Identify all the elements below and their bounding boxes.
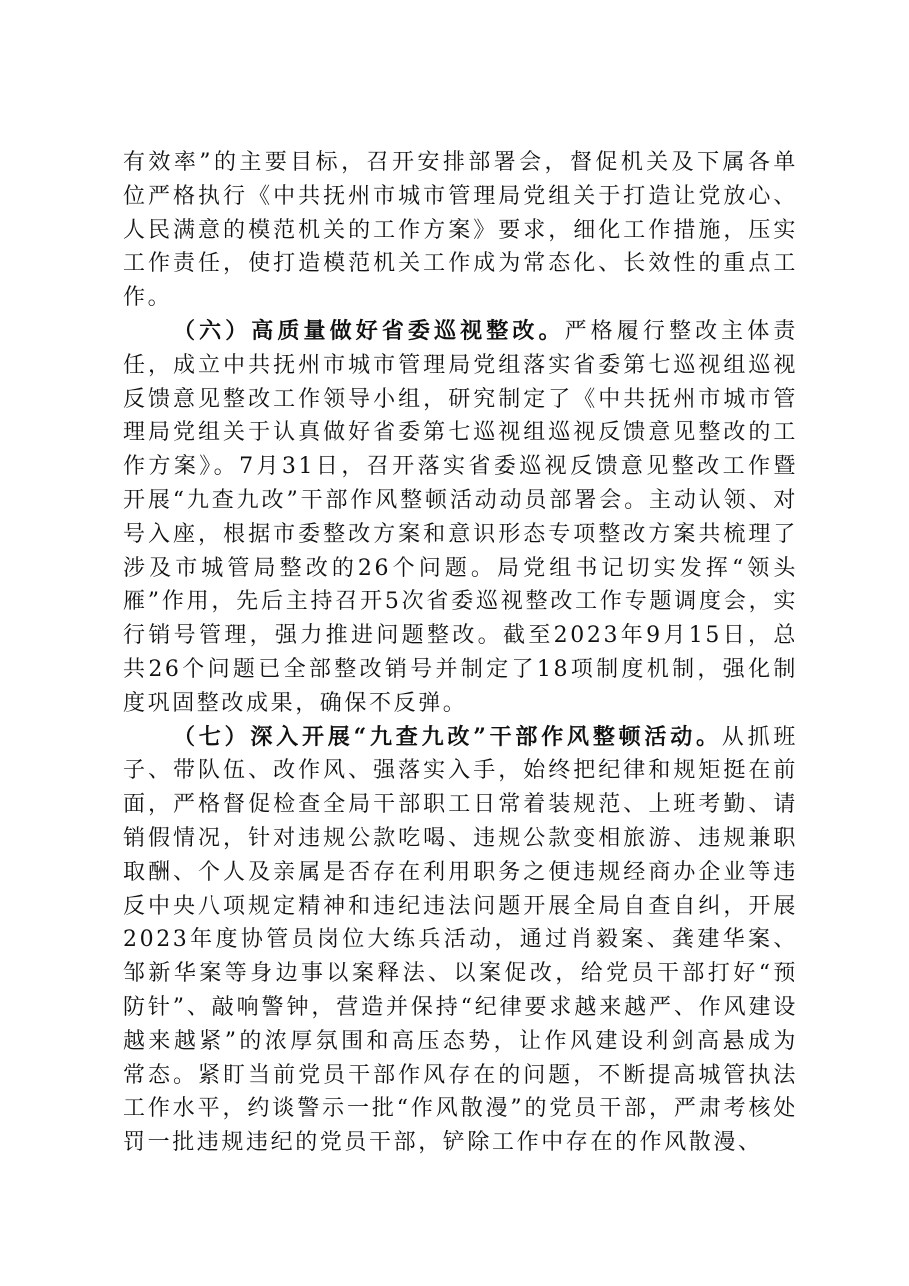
- section-heading-seven: （七）深入开展“九查九改”干部作风整顿活动。: [173, 723, 722, 750]
- paragraph-text: 有效率”的主要目标，召开安排部署会，督促机关及下属各单位严格执行《中共抚州市城市管理局党组关于打造让党放心、人民满意的模范机关的工作方案》要求，细化工作措施，压实工作责任，使打造模范机关工作成为常态化、长效性的重点工作。: [123, 150, 798, 311]
- section-heading-six: （六）高质量做好省委巡视整改。: [173, 317, 565, 344]
- paragraph-text: 严格履行整改主体责任，成立中共抚州市城市管理局党组落实省委第七巡视组巡视反馈意见整改工作领导小组，研究制定了《中共抚州市城市管理局党组关于认真做好省委第七巡视组巡视反馈意见整改的工作方案》。7月31日，召开落实省委巡视反馈意见整改工作暨开展“九查九改”干部作风整顿活动动员部署会。主动认领、对号入座，根据市委整改方案和意识形态专项整改方案共梳理了涉及市城管局整改的26个问题。局党组书记切实发挥“领头雁”作用，先后主持召开5次省委巡视整改工作专题调度会，实行销号管理，强力推进问题整改。截至2023年9月15日，总共26个问题已全部整改销号并制定了18项制度机制，强化制度巩固整改成果，确保不反弹。: [123, 318, 798, 716]
- paragraph-work-style-rectification: [123, 721, 798, 1160]
- paragraph-inspection-rectification: [123, 315, 798, 721]
- document-page: [123, 146, 798, 1160]
- paragraph-text: 从抓班子、带队伍、改作风、强落实入手，始终把纪律和规矩挺在前面，严格督促检查全局干部职工日常着装规范、上班考勤、请销假情况，针对违规公款吃喝、违规公款变相旅游、违规兼职取酬、个人及亲属是否存在利用职务之便违规经商办企业等违反中央八项规定精神和违纪违法问题开展全局自查自纠，开展2023年度协管员岗位大练兵活动，通过肖毅案、龚建华案、邹新华案等身边事以案释法、以案促改，给党员干部打好“预防针”、敲响警钟，营造并保持“纪律要求越来越严、作风建设越来越紧”的浓厚氛围和高压态势，让作风建设利剑高悬成为常态。紧盯当前党员干部作风存在的问题，不断提高城管执法工作水平，约谈警示一批“作风散漫”的党员干部，严肃考核处罚一批违规违纪的党员干部，铲除工作中存在的作风散漫、: [123, 724, 798, 1156]
- paragraph-continuation: [123, 146, 798, 315]
